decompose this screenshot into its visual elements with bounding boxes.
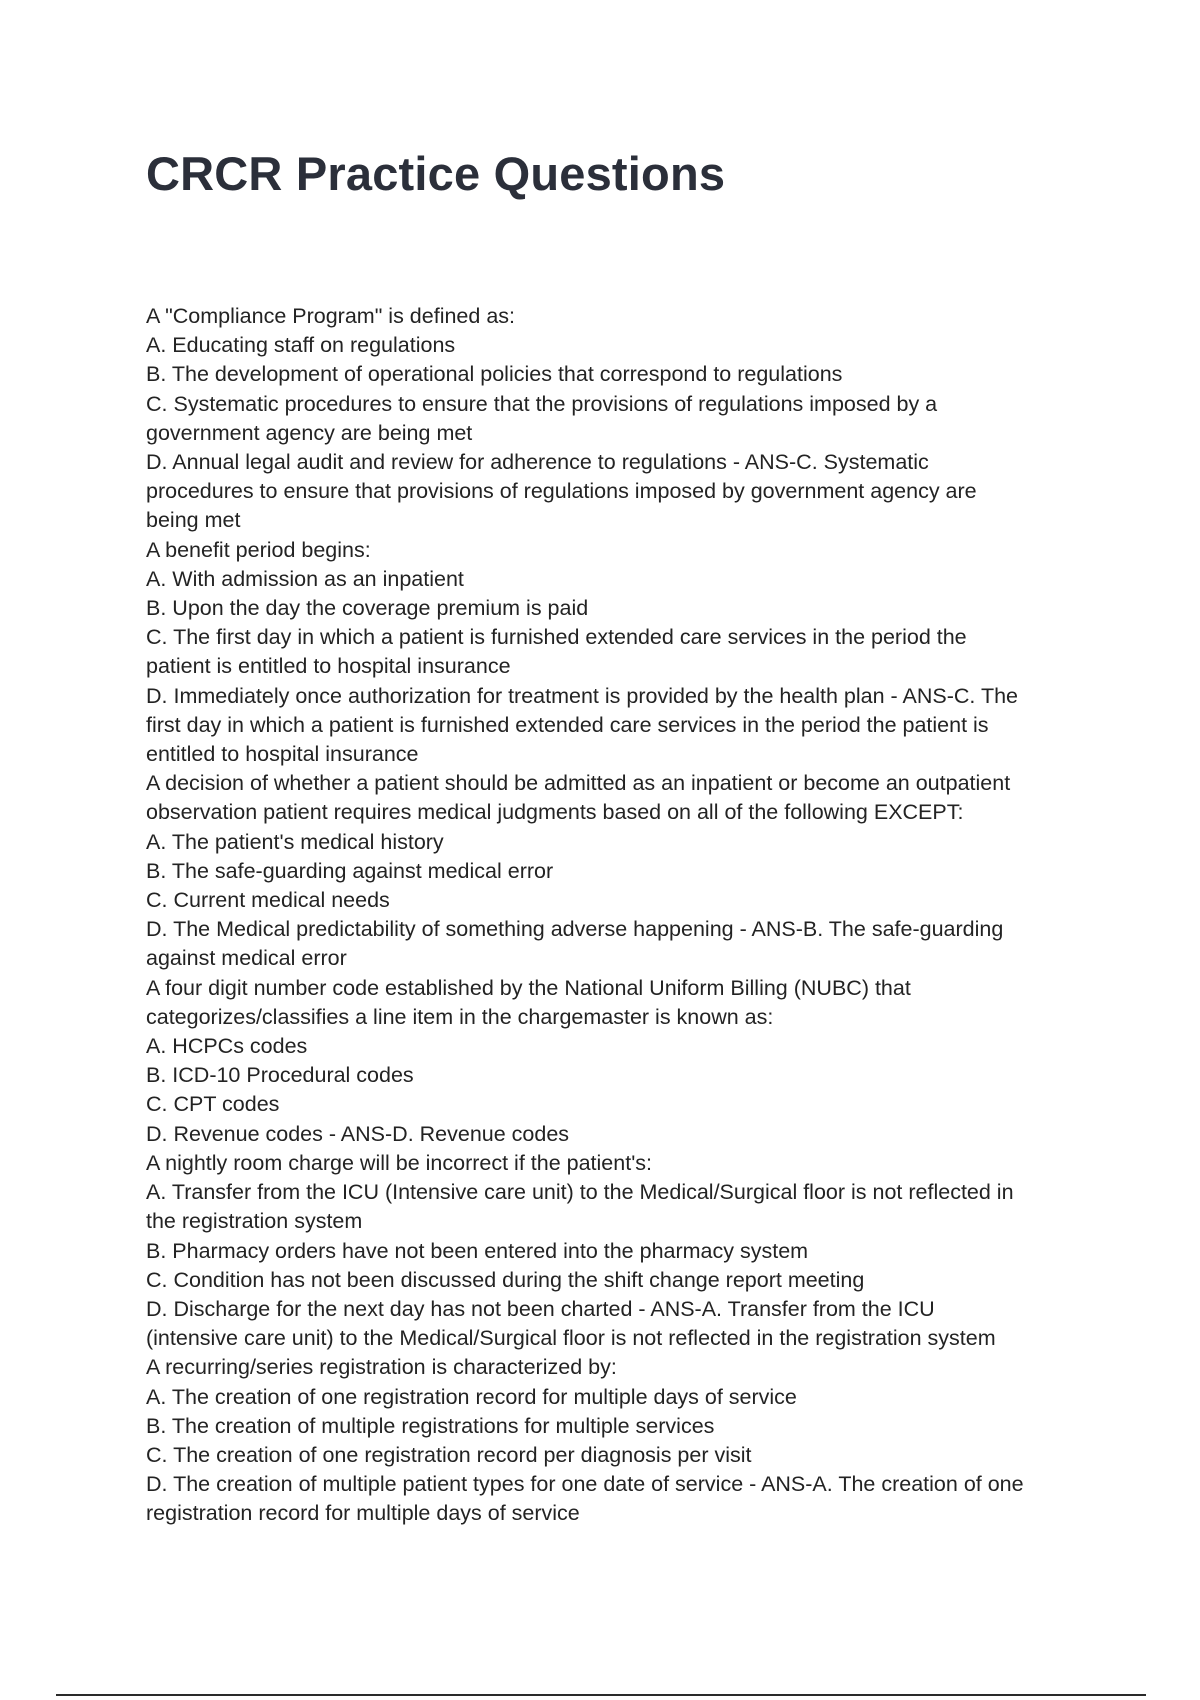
- text-line: first day in which a patient is furnished extended care services in the period the patient is: [146, 712, 989, 737]
- text-line: C. Current medical needs: [146, 888, 390, 913]
- text-line: observation patient requires medical judgments based on all of the following EXCEPT:: [146, 800, 964, 825]
- page-title: CRCR Practice Questions: [146, 147, 726, 200]
- text-line: A recurring/series registration is characterized by:: [146, 1355, 617, 1380]
- text-line: D. The Medical predictability of something adverse happening - ANS-B. The safe-guarding: [146, 917, 1004, 942]
- text-line: C. CPT codes: [146, 1092, 280, 1117]
- text-line: C. Systematic procedures to ensure that the provisions of regulations imposed by a: [146, 391, 938, 416]
- text-line: being met: [146, 508, 241, 533]
- text-line: categorizes/classifies a line item in the chargemaster is known as:: [146, 1004, 774, 1029]
- text-line: D. The creation of multiple patient types for one date of service - ANS-A. The creation of one: [146, 1472, 1024, 1497]
- text-line: (intensive care unit) to the Medical/Surgical floor is not reflected in the registration system: [146, 1326, 996, 1351]
- text-line: A. The creation of one registration record for multiple days of service: [146, 1384, 797, 1409]
- text-line: C. Condition has not been discussed during the shift change report meeting: [146, 1267, 865, 1292]
- question-text-block: [146, 302, 1066, 1529]
- text-line: B. Upon the day the coverage premium is paid: [146, 596, 589, 621]
- text-line: D. Annual legal audit and review for adherence to regulations - ANS-C. Systematic: [146, 450, 929, 475]
- text-line: registration record for multiple days of service: [146, 1501, 580, 1526]
- text-line: B. The safe-guarding against medical error: [146, 858, 554, 883]
- text-line: A decision of whether a patient should be admitted as an inpatient or become an outpatient: [146, 771, 1011, 796]
- text-line: A. Educating staff on regulations: [146, 333, 456, 358]
- text-line: B. ICD-10 Procedural codes: [146, 1063, 414, 1088]
- text-line: D. Revenue codes - ANS-D. Revenue codes: [146, 1121, 570, 1146]
- text-line: A four digit number code established by the National Uniform Billing (NUBC) that: [146, 975, 911, 1000]
- text-line: D. Immediately once authorization for treatment is provided by the health plan - ANS-C. The: [146, 683, 1018, 708]
- text-line: A. HCPCs codes: [146, 1034, 308, 1059]
- text-line: government agency are being met: [146, 420, 473, 445]
- text-line: B. Pharmacy orders have not been entered into the pharmacy system: [146, 1238, 809, 1263]
- text-line: A. The patient's medical history: [146, 829, 444, 854]
- text-line: the registration system: [146, 1209, 363, 1234]
- text-line: B. The development of operational policies that correspond to regulations: [146, 362, 843, 387]
- text-line: C. The creation of one registration record per diagnosis per visit: [146, 1442, 752, 1467]
- text-line: A nightly room charge will be incorrect if the patient's:: [146, 1150, 653, 1175]
- text-line: C. The first day in which a patient is furnished extended care services in the period the: [146, 625, 967, 650]
- text-line: procedures to ensure that provisions of regulations imposed by government agency are: [146, 479, 977, 504]
- text-line: A. With admission as an inpatient: [146, 566, 464, 591]
- text-line: A. Transfer from the ICU (Intensive care unit) to the Medical/Surgical floor is not reflected in: [146, 1180, 1014, 1205]
- footer-divider: [56, 1694, 1146, 1696]
- text-line: D. Discharge for the next day has not been charted - ANS-A. Transfer from the ICU: [146, 1296, 935, 1321]
- text-line: patient is entitled to hospital insurance: [146, 654, 511, 679]
- text-line: A benefit period begins:: [146, 537, 371, 562]
- text-line: against medical error: [146, 946, 347, 971]
- text-line: B. The creation of multiple registrations for multiple services: [146, 1413, 715, 1438]
- text-line: entitled to hospital insurance: [146, 742, 419, 767]
- text-line: A "Compliance Program" is defined as:: [146, 304, 515, 328]
